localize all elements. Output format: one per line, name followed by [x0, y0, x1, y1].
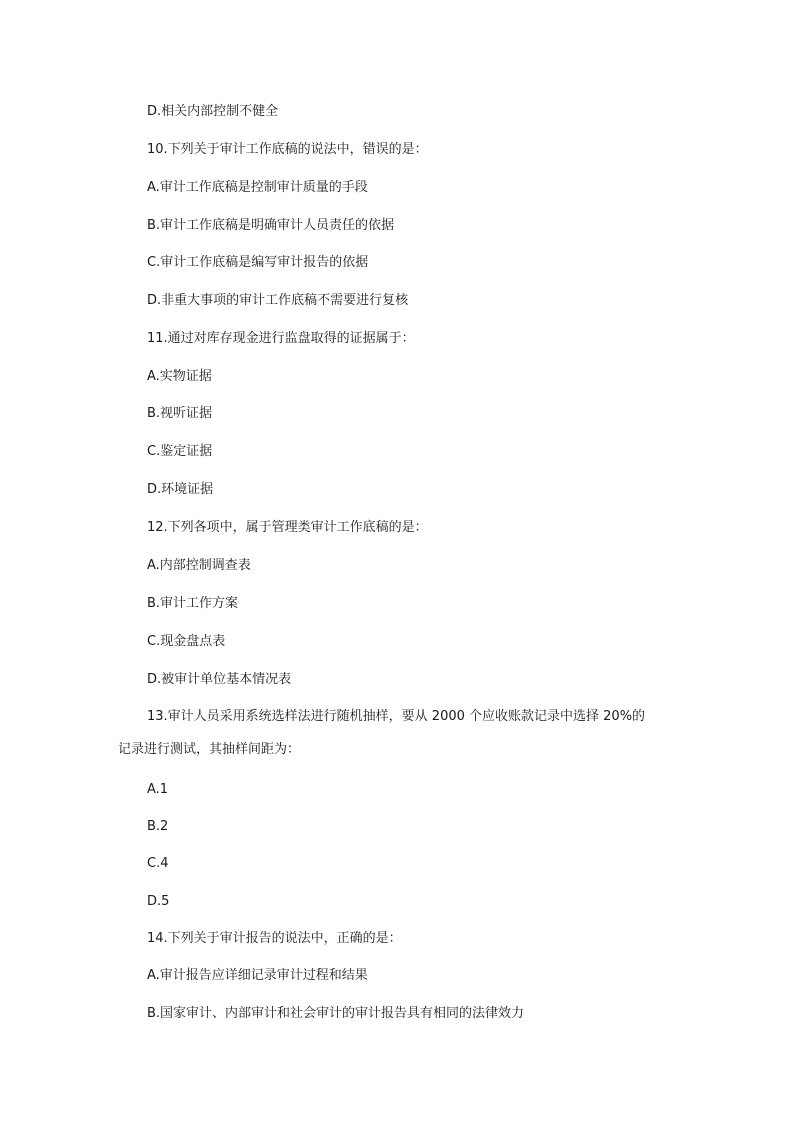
- q13-stem-line2: 记录进行测试，其抽样间距为：: [118, 742, 301, 757]
- q12-option-b: B.审计工作方案: [147, 596, 239, 611]
- q10-option-a: A.审计工作底稿是控制审计质量的手段: [147, 180, 368, 195]
- q13-option-a: A.1: [147, 782, 169, 797]
- q14-option-b: B.国家审计、内部审计和社会审计的审计报告具有相同的法律效力: [147, 1006, 525, 1021]
- q10-option-b: B.审计工作底稿是明确审计人员责任的依据: [147, 218, 395, 233]
- q13-stem-line1: 13.审计人员采用系统选样法进行随机抽样，要从 2000 个应收账款记录中选择 20%的: [147, 709, 646, 724]
- q11-option-a: A.实物证据: [147, 369, 212, 384]
- q13-option-c: C.4: [147, 856, 169, 871]
- q14-option-a: A.审计报告应详细记录审计过程和结果: [147, 968, 368, 983]
- q11-stem: 11.通过对库存现金进行监盘取得的证据属于：: [147, 331, 415, 346]
- q12-option-c: C.现金盘点表: [147, 634, 226, 649]
- q11-option-d: D.环境证据: [147, 482, 214, 497]
- q13-option-b: B.2: [147, 819, 169, 834]
- q11-option-c: C.鉴定证据: [147, 444, 213, 459]
- q12-stem: 12.下列各项中，属于管理类审计工作底稿的是：: [147, 520, 428, 535]
- q10-option-c: C.审计工作底稿是编写审计报告的依据: [147, 255, 369, 270]
- q10-stem: 10.下列关于审计工作底稿的说法中，错误的是：: [147, 142, 428, 157]
- q14-stem: 14.下列关于审计报告的说法中，正确的是：: [147, 931, 402, 946]
- q9-option-d: D.相关内部控制不健全: [147, 104, 279, 119]
- q10-option-d: D.非重大事项的审计工作底稿不需要进行复核: [147, 293, 409, 308]
- q12-option-a: A.内部控制调查表: [147, 558, 251, 573]
- q12-option-d: D.被审计单位基本情况表: [147, 672, 292, 687]
- q13-option-d: D.5: [147, 894, 170, 909]
- q11-option-b: B.视听证据: [147, 406, 213, 421]
